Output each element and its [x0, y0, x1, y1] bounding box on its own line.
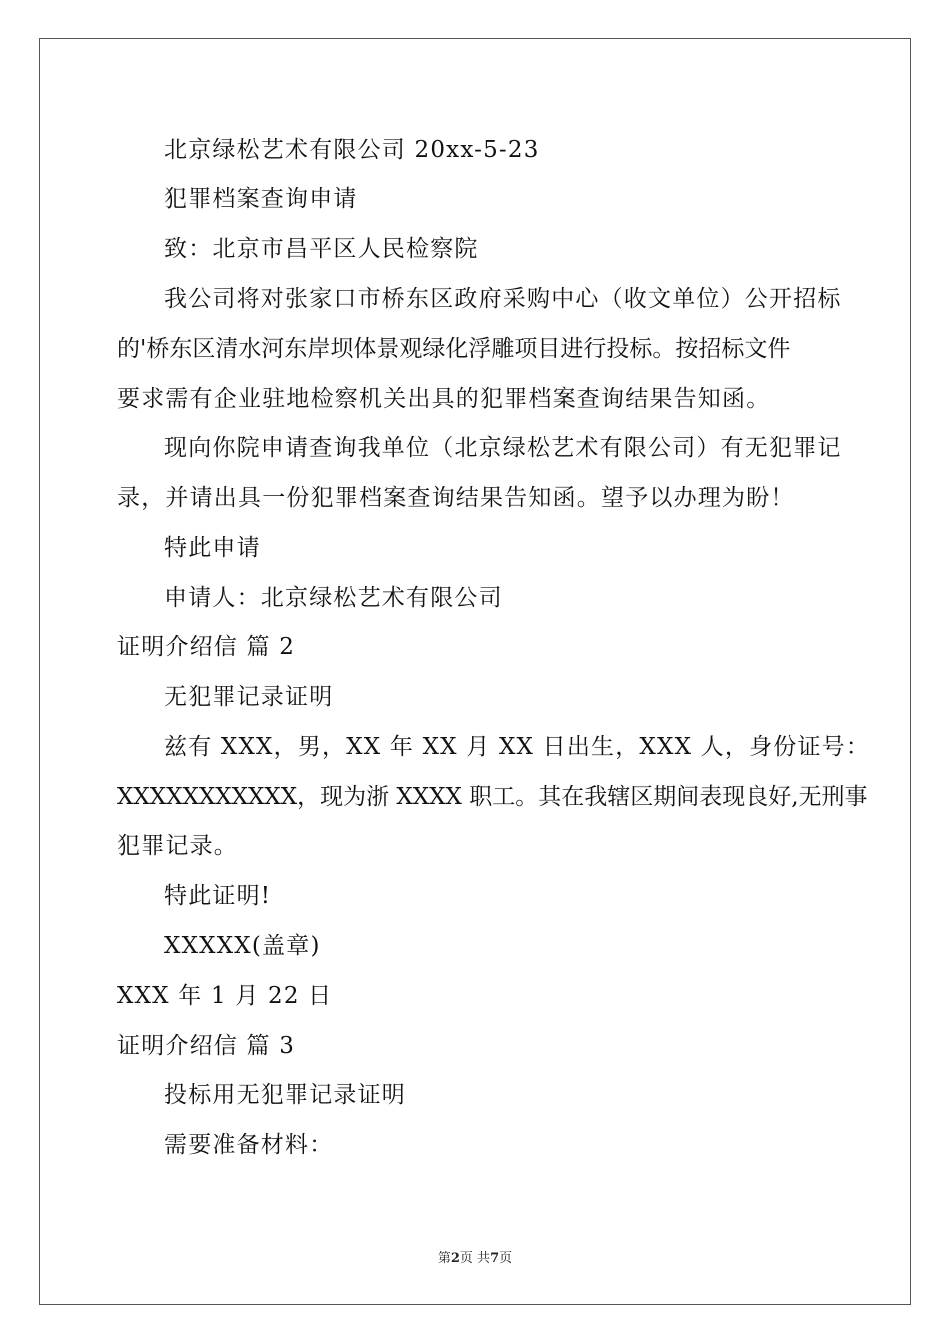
letter-title: 犯罪档案查询申请 [164, 186, 358, 212]
current-page-number: 2 [450, 1251, 460, 1266]
signature-date-line: 北京绿松艺术有限公司 20xx-5-23 [164, 137, 540, 163]
paragraph-line: 现向你院申请查询我单位（北京绿松艺术有限公司）有无犯罪记 [164, 435, 842, 461]
applicant-line: 申请人：北京绿松艺术有限公司 [164, 585, 503, 611]
materials-line: 需要准备材料： [164, 1132, 334, 1158]
page-suffix: 页 [499, 1251, 513, 1266]
paragraph-line: 的'桥东区清水河东岸坝体景观绿化浮雕项目进行投标。按招标文件 [117, 336, 791, 362]
certificate-title: 无犯罪记录证明 [164, 684, 334, 710]
closing-line: 特此证明! [164, 883, 272, 909]
section-heading: 证明介绍信 篇 3 [117, 1033, 296, 1059]
recipient-line: 致：北京市昌平区人民检察院 [164, 236, 479, 262]
paragraph-line: 我公司将对张家口市桥东区政府采购中心（收文单位）公开招标 [164, 286, 842, 312]
page-number-footer [0, 1247, 950, 1266]
paragraph-line: 犯罪记录。 [117, 833, 238, 859]
paragraph-line: 要求需有企业驻地检察机关出具的犯罪档案查询结果告知函。 [117, 386, 771, 412]
page-mid: 页 共 [459, 1251, 491, 1266]
paragraph-line: XXXXXXXXXXX，现为浙 XXXX 职工。其在我辖区期间表现良好,无刑事 [117, 784, 868, 810]
section-heading: 证明介绍信 篇 2 [117, 634, 296, 660]
stamp-line: XXXXX(盖章) [164, 933, 321, 959]
closing-line: 特此申请 [164, 535, 261, 561]
total-pages-number: 7 [490, 1251, 500, 1266]
paragraph-line: 录，并请出具一份犯罪档案查询结果告知函。望予以办理为盼！ [117, 485, 795, 511]
date-line: XXX 年 1 月 22 日 [117, 983, 333, 1009]
page-prefix: 第 [437, 1251, 451, 1266]
paragraph-line: 兹有 XXX，男，XX 年 XX 月 XX 日出生，XXX 人，身份证号： [164, 734, 871, 760]
certificate-title: 投标用无犯罪记录证明 [164, 1082, 406, 1108]
page-border [39, 38, 911, 1305]
